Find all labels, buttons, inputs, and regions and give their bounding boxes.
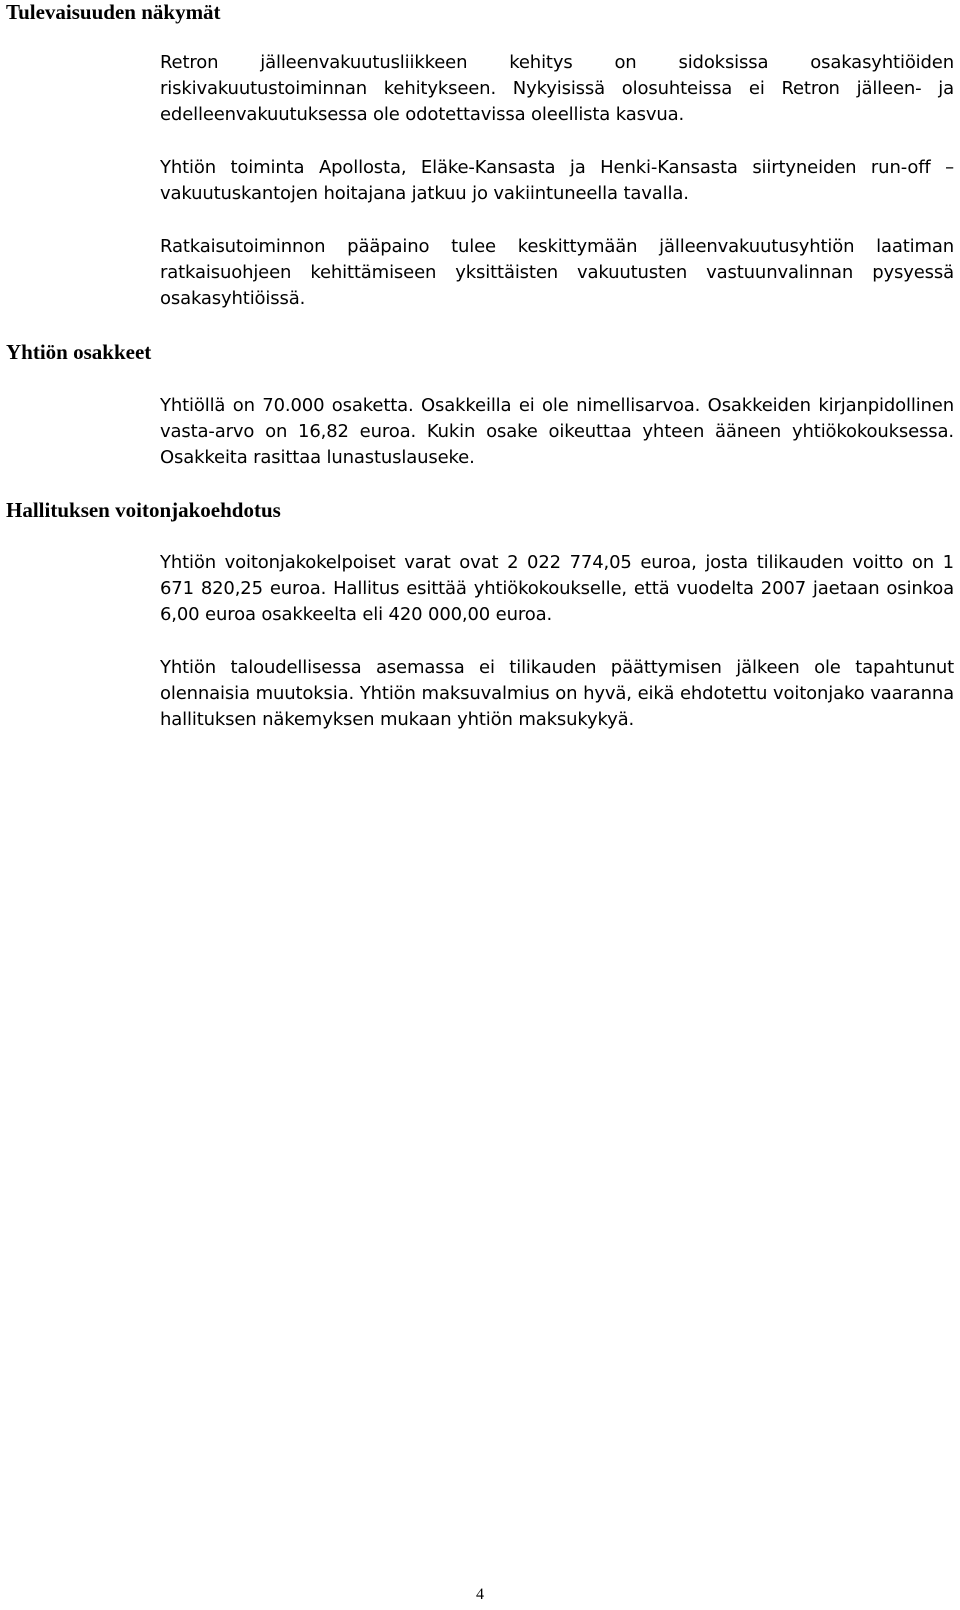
heading-dividend-proposal: Hallituksen voitonjakoehdotus: [6, 498, 281, 522]
paragraph-outlook-claims: Ratkaisutoiminnon pääpaino tulee keskittymään jälleenvakuutusyhtiön laatiman ratkaisuohjeen kehittämiseen yksittäisten vakuutusten vastuunvalinnan pysyessä osakasyhtiöissä.: [160, 236, 954, 309]
paragraph-outlook-runoff: Yhtiön toiminta Apollosta, Eläke-Kansasta ja Henki-Kansasta siirtyneiden run-off – vakuutuskantojen hoitajana jatkuu jo vakiintuneella tavalla.: [160, 157, 954, 204]
heading-shares: Yhtiön osakkeet: [6, 340, 152, 364]
page-number: 4: [476, 1586, 484, 1603]
paragraph-dividend-funds: Yhtiön voitonjakokelpoiset varat ovat 2 022 774,05 euroa, josta tilikauden voitto on 1 671 820,25 euroa. Hallitus esittää yhtiökokoukselle, että vuodelta 2007 jaetaan osinkoa 6,00 euroa osakkeelta eli 420 000,00 euroa.: [160, 552, 954, 625]
paragraph-financial-position: Yhtiön taloudellisessa asemassa ei tilikauden päättymisen jälkeen ole tapahtunut olennaisia muutoksia. Yhtiön maksuvalmius on hyvä, eikä ehdotettu voitonjako vaaranna hallituksen näkemyksen mukaan yhtiön maksukykyä.: [160, 657, 954, 730]
paragraph-shares: Yhtiöllä on 70.000 osaketta. Osakkeilla ei ole nimellisarvoa. Osakkeiden kirjanpidollinen vasta-arvo on 16,82 euroa. Kukin osake oikeuttaa yhteen ääneen yhtiökokouksessa. Osakkeita rasittaa lunastuslauseke.: [160, 395, 954, 468]
heading-outlook: Tulevaisuuden näkymät: [6, 0, 221, 24]
paragraph-outlook-reinsurance: Retron jälleenvakuutusliikkeen kehitys on sidoksissa osakasyhtiöiden riskivakuutustoiminnan kehitykseen. Nykyisissä olosuhteissa ei Retron jälleen- ja edelleenvakuutuksessa ole odotettavissa oleellista kasvua.: [160, 52, 954, 125]
